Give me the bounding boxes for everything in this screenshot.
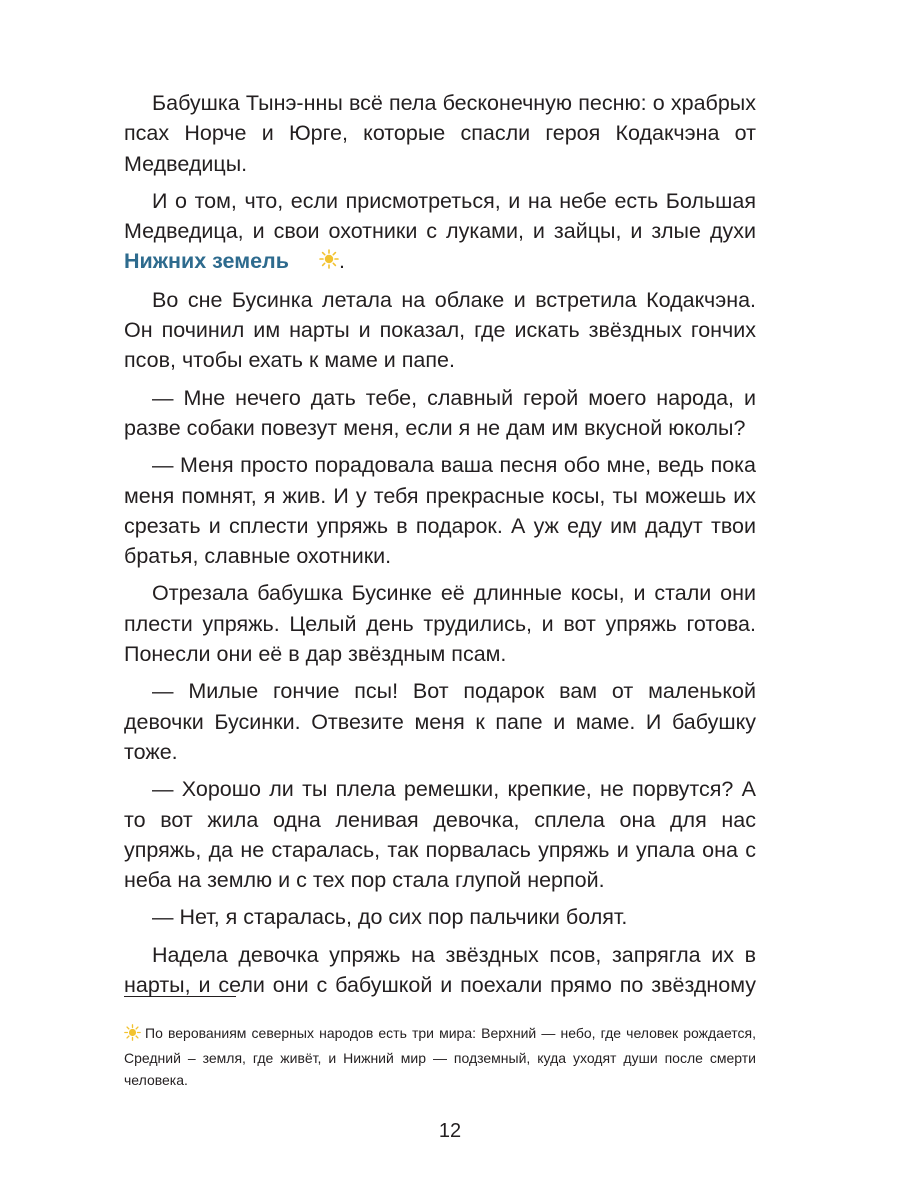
paragraph: Отрезала бабушка Бусинке её длинные косы, и стали они плести упряжь. Целый день трудились, и вот упряжь готова. Понесли они её в дар звёздным псам. [124, 581, 756, 667]
main-text [124, 88, 756, 1007]
sun-icon [291, 247, 339, 277]
paragraph-text: . [338, 249, 345, 274]
paragraph-text: И о том, что, если присмотреться, и на небе есть Большая Медведица, и свои охотники с луками, и зайцы, и злые духи [124, 188, 756, 244]
paragraph: Во сне Бусинка летала на облаке и встретила Кодакчэна. Он починил им нарты и показал, где искать звёздных гончих псов, чтобы ехать к маме и папе. [124, 287, 756, 373]
glossary-term: Нижних земель [124, 249, 289, 274]
footnote [124, 1022, 756, 1091]
paragraph: — Меня просто порадовала ваша песня обо мне, ведь пока меня помнят, я жив. И у тебя прекрасные косы, ты можешь их срезать и сплести упряжь в подарок. А уж еду им дадут твои братья, славные охотники. [124, 453, 756, 569]
footnote-text: По верованиям северных народов есть три мира: Верхний — небо, где человек рождается, Средний – земля, где живёт, и Нижний мир — подземный, куда уходят души после смерти человека. [124, 1025, 756, 1088]
footnote-divider [124, 996, 236, 997]
paragraph: Бабушка Тынэ-нны всё пела бесконечную песню: о храбрых псах Норче и Юрге, которые спасли героя Кодакчэна от Медведицы. [124, 91, 756, 176]
page-number: 12 [438, 1120, 462, 1142]
paragraph: — Мне нечего дать тебе, славный герой моего народа, и разве собаки повезут меня, если я не дам им вкусной юколы? [124, 385, 756, 440]
paragraph: — Милые гончие псы! Вот подарок вам от маленькой девочки Бусинки. Отвезите меня к папе и маме. И бабушку тоже. [124, 679, 756, 764]
paragraph: — Хорошо ли ты плела ремешки, крепкие, не порвутся? А то вот жила одна ленивая девочка, сплела она для нас упряжь, да не старалась, так порвалась упряжь и упала она с неба на землю и с тех пор стала глупой нерпой. [124, 777, 756, 893]
paragraph [124, 186, 756, 278]
paragraph: Надела девочка упряжь на звёздных псов, запрягла их в нарты, и сели они с бабушкой и поехали прямо по звёздному [124, 942, 756, 998]
sun-icon [124, 1024, 141, 1047]
paragraph: — Нет, я старалась, до сих пор пальчики болят. [152, 905, 628, 930]
